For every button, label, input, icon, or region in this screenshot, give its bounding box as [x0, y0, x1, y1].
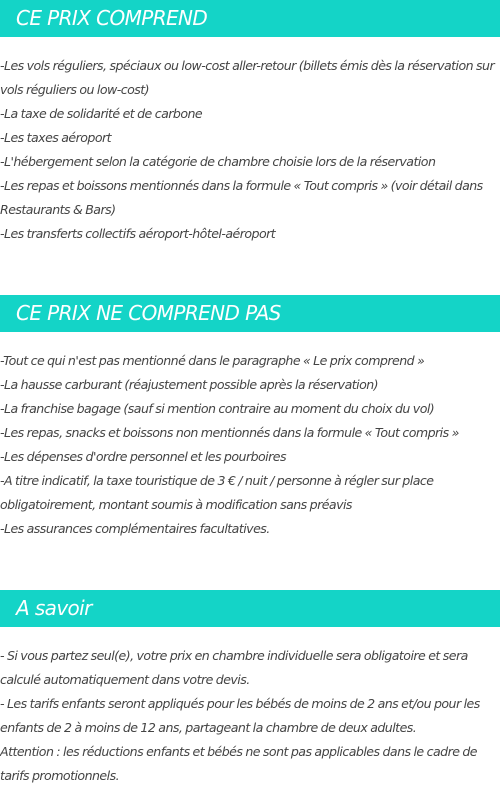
list-item: - Les tarifs enfants seront appliqués pour les bébés de moins de 2 ans et/ou pour les enfants de 2 à moins de 12 ans, partageant la chambre de deux adultes.: [0, 696, 480, 735]
item-list: [0, 349, 500, 541]
list-item: -Les repas et boissons mentionnés dans la formule « Tout compris » (voir détail dans Restaurants & Bars): [0, 178, 483, 217]
section-good-to-know: [0, 590, 500, 788]
list-item: Attention : les réductions enfants et bébés ne sont pas applicables dans le cadre de tarifs promotionnels.: [0, 744, 477, 783]
list-item: -La taxe de solidarité et de carbone: [0, 106, 203, 121]
list-item: -Les transferts collectifs aéroport-hôtel-aéroport: [0, 226, 276, 241]
list-item: - Si vous partez seul(e), votre prix en chambre individuelle sera obligatoire et sera calculé automatiquement dans votre devis.: [0, 648, 468, 687]
section-price-includes: [0, 0, 500, 246]
item-list: [0, 644, 500, 788]
list-item: -L'hébergement selon la catégorie de chambre choisie lors de la réservation: [0, 154, 436, 169]
section-price-excludes: [0, 295, 500, 541]
list-item: -Les assurances complémentaires facultatives.: [0, 521, 270, 536]
list-item: -Les repas, snacks et boissons non mentionnés dans la formule « Tout compris »: [0, 425, 459, 440]
list-item: -La hausse carburant (réajustement possible après la réservation): [0, 377, 379, 392]
list-item: -Les taxes aéroport: [0, 130, 112, 145]
list-item: -Les vols réguliers, spéciaux ou low-cost aller-retour (billets émis dès la réservation sur vols réguliers ou low-cost): [0, 58, 495, 97]
section-title: CE PRIX COMPREND: [0, 0, 500, 37]
list-item: -La franchise bagage (sauf si mention contraire au moment du choix du vol): [0, 401, 435, 416]
list-item: -Les dépenses d'ordre personnel et les pourboires: [0, 449, 286, 464]
list-item: -A titre indicatif, la taxe touristique de 3 € / nuit / personne à régler sur place obligatoirement, montant soumis à modification sans préavis: [0, 473, 434, 512]
item-list: [0, 54, 500, 246]
section-title: A savoir: [0, 590, 500, 627]
list-item: -Tout ce qui n'est pas mentionné dans le paragraphe « Le prix comprend »: [0, 353, 425, 368]
section-title: CE PRIX NE COMPREND PAS: [0, 295, 500, 332]
